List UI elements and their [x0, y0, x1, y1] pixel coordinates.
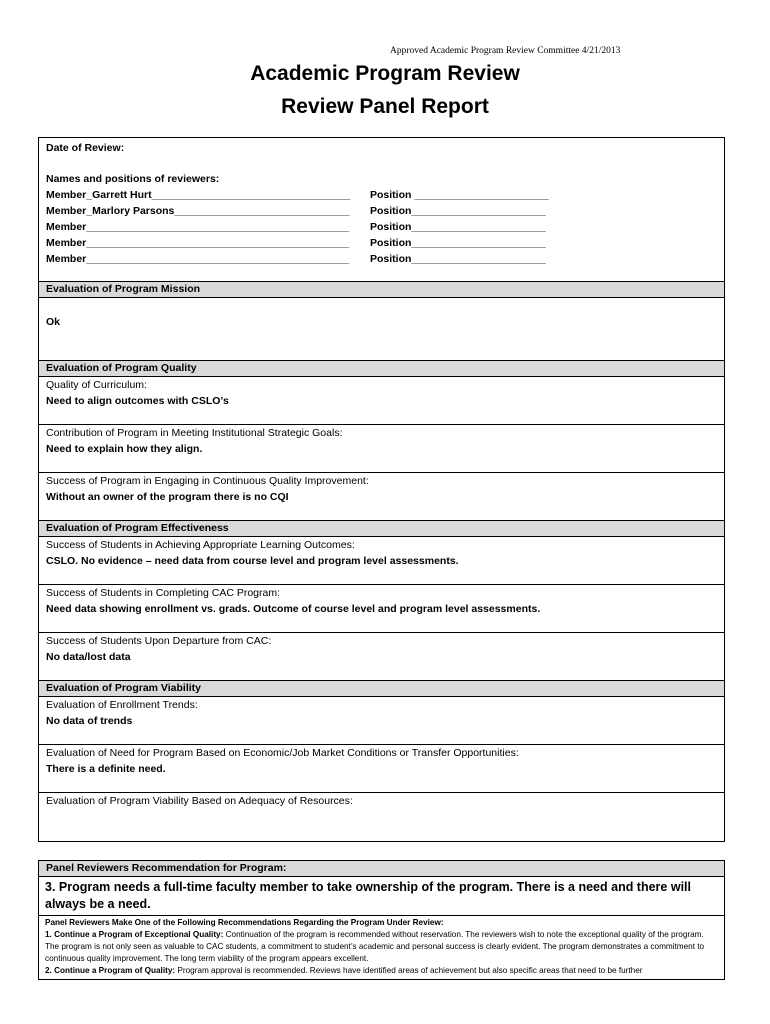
quality-item-label: Success of Program in Engaging in Continuous Quality Improvement:: [46, 475, 369, 487]
page-subtitle: Review Panel Report: [281, 95, 489, 118]
quality-item: [39, 377, 724, 425]
quality-header: Evaluation of Program Quality: [39, 361, 724, 377]
effectiveness-item: [39, 633, 724, 681]
effectiveness-item-value: No data/lost data: [46, 651, 131, 663]
reviewer-row: [46, 203, 724, 219]
reviewer-info-section: [39, 138, 724, 282]
viability-item: [39, 697, 724, 745]
date-of-review-label: Date of Review:: [46, 142, 125, 154]
quality-item-value: Need to explain how they align.: [46, 443, 203, 455]
effectiveness-item-label: Success of Students in Achieving Appropriate Learning Outcomes:: [46, 539, 355, 551]
quality-item: [39, 473, 724, 521]
effectiveness-item-label: Success of Students in Completing CAC Program:: [46, 587, 281, 599]
mission-header: Evaluation of Program Mission: [39, 282, 724, 298]
recommendation-header: Panel Reviewers Recommendation for Program:: [39, 861, 724, 877]
effectiveness-item: [39, 585, 724, 633]
approval-note: Approved Academic Program Review Committee 4/21/2013: [390, 46, 621, 56]
option2-title: 2. Continue a Program of Quality:: [45, 966, 176, 975]
reviewer-position: Position_______________________: [370, 221, 546, 233]
quality-item-label: Contribution of Program in Meeting Institutional Strategic Goals:: [46, 427, 343, 439]
viability-header: Evaluation of Program Viability: [39, 681, 724, 697]
recommendation-instructions: [39, 916, 724, 978]
reviewer-member: Member_____________________________________________: [46, 237, 350, 249]
quality-item-value: Need to align outcomes with CSLO’s: [46, 395, 229, 407]
effectiveness-item-label: Success of Students Upon Departure from CAC:: [46, 635, 272, 647]
reviewer-member: Member_____________________________________________: [46, 221, 350, 233]
reviewer-row: [46, 251, 724, 267]
option1-title: 1. Continue a Program of Exceptional Quality:: [45, 930, 224, 939]
reviewer-position: Position_______________________: [370, 237, 546, 249]
option2-text: Program approval is recommended. Reviews have identified areas of achievement but also specific areas that need to be further: [175, 966, 643, 975]
reviewer-member: Member_Marlory Parsons______________________________: [46, 205, 350, 217]
reviewer-row: [46, 219, 724, 235]
quality-item-value: Without an owner of the program there is no CQI: [46, 491, 289, 503]
reviewers-label: Names and positions of reviewers:: [46, 173, 220, 185]
review-form: [38, 137, 725, 842]
reviewer-member: Member_____________________________________________: [46, 253, 350, 265]
page-title: Academic Program Review: [250, 62, 520, 85]
effectiveness-item-value: CSLO. No evidence – need data from course level and program level assessments.: [46, 555, 459, 567]
mission-value: Ok: [46, 316, 61, 328]
reviewer-row: [46, 187, 724, 203]
quality-item-label: Quality of Curriculum:: [46, 379, 147, 391]
viability-item-label: Evaluation of Program Viability Based on Adequacy of Resources:: [46, 795, 353, 807]
mission-section: [39, 298, 724, 361]
instructions-title: Panel Reviewers Make One of the Following Recommendations Regarding the Program Under Review:: [45, 918, 444, 927]
recommendation-box: [38, 860, 725, 980]
recommendation-statement: 3. Program needs a full-time faculty member to take ownership of the program. There is a need and there will always be a need.: [39, 877, 724, 916]
reviewer-position: Position _______________________: [370, 189, 549, 201]
reviewer-position: Position_______________________: [370, 205, 546, 217]
effectiveness-item-value: Need data showing enrollment vs. grads. Outcome of course level and program level assessments.: [46, 603, 541, 615]
reviewer-member: Member_Garrett Hurt__________________________________: [46, 189, 351, 201]
viability-item: [39, 793, 724, 839]
viability-item-label: Evaluation of Enrollment Trends:: [46, 699, 198, 711]
effectiveness-header: Evaluation of Program Effectiveness: [39, 521, 724, 537]
viability-item: [39, 745, 724, 793]
effectiveness-item: [39, 537, 724, 585]
viability-item-label: Evaluation of Need for Program Based on Economic/Job Market Conditions or Transfer Opportunities:: [46, 747, 519, 759]
viability-item-value: No data of trends: [46, 715, 133, 727]
reviewer-position: Position_______________________: [370, 253, 546, 265]
viability-item-value: There is a definite need.: [46, 763, 166, 775]
option1-text: Continuation of the program is recommended without reservation. The reviewers wish to note the exceptional quality of the program. The program is not only seen as valuable to CAC students, a commitment to student’s academic and personal success is clearly evident. The program demonstrates a commitment to continuous quality improvement. The long term viability of the program appears excellent.: [45, 930, 705, 963]
quality-item: [39, 425, 724, 473]
reviewer-row: [46, 235, 724, 251]
